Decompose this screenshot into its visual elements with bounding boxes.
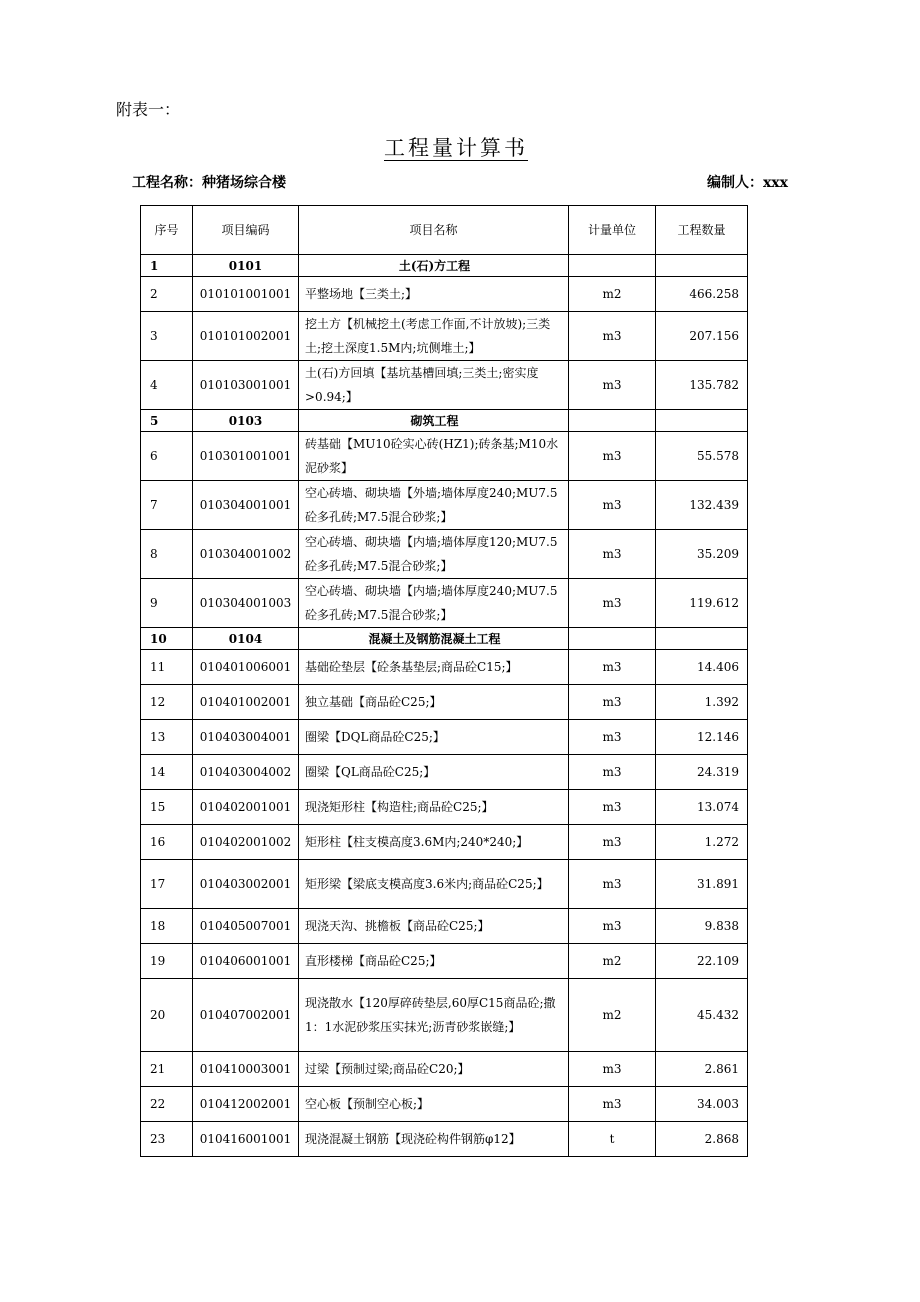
item-code-cell: 010402001002 (193, 825, 299, 860)
row-number-cell: 21 (141, 1052, 193, 1087)
unit-cell: m3 (569, 790, 656, 825)
quantity-cell: 119.612 (656, 579, 748, 628)
unit-cell: m3 (569, 1087, 656, 1122)
item-code-cell: 010101001001 (193, 277, 299, 312)
header-cell-no: 序号 (141, 206, 193, 255)
item-name-cell: 混凝土及钢筋混凝土工程 (299, 628, 569, 650)
unit-cell: m3 (569, 1052, 656, 1087)
unit-cell: m3 (569, 720, 656, 755)
unit-cell: m3 (569, 312, 656, 361)
quantity-cell: 135.782 (656, 361, 748, 410)
unit-cell: m3 (569, 481, 656, 530)
quantity-cell: 35.209 (656, 530, 748, 579)
row-number-cell: 13 (141, 720, 193, 755)
item-name-cell: 现浇天沟、挑檐板【商品砼C25;】 (299, 909, 569, 944)
row-number-cell: 5 (141, 410, 193, 432)
table-row (141, 790, 748, 825)
unit-cell (569, 628, 656, 650)
unit-cell (569, 410, 656, 432)
table-row (141, 944, 748, 979)
row-number-cell: 19 (141, 944, 193, 979)
quantity-cell: 2.861 (656, 1052, 748, 1087)
author-name: xxx (762, 175, 788, 191)
item-code-cell: 0101 (193, 255, 299, 277)
row-number-cell: 17 (141, 860, 193, 909)
quantity-cell: 13.074 (656, 790, 748, 825)
document-title (0, 132, 912, 162)
unit-cell: m3 (569, 909, 656, 944)
section-row (141, 410, 748, 432)
unit-cell: m3 (569, 432, 656, 481)
quantity-cell: 2.868 (656, 1122, 748, 1157)
item-name-cell: 空心板【预制空心板;】 (299, 1087, 569, 1122)
item-code-cell: 010304001001 (193, 481, 299, 530)
quantity-cell: 1.272 (656, 825, 748, 860)
section-row (141, 255, 748, 277)
item-code-cell: 010402001001 (193, 790, 299, 825)
item-code-cell: 0104 (193, 628, 299, 650)
item-code-cell: 010406001001 (193, 944, 299, 979)
item-name-cell: 空心砖墙、砌块墙【内墙;墙体厚度240;MU7.5砼多孔砖;M7.5混合砂浆;】 (299, 579, 569, 628)
row-number-cell: 14 (141, 755, 193, 790)
quantity-cell: 207.156 (656, 312, 748, 361)
quantity-table (140, 205, 748, 1157)
unit-cell: m3 (569, 579, 656, 628)
item-code-cell: 010304001002 (193, 530, 299, 579)
row-number-cell: 4 (141, 361, 193, 410)
row-number-cell: 23 (141, 1122, 193, 1157)
item-code-cell: 010401006001 (193, 650, 299, 685)
quantity-cell: 22.109 (656, 944, 748, 979)
table-row (141, 1122, 748, 1157)
item-code-cell: 010101002001 (193, 312, 299, 361)
table-row (141, 1087, 748, 1122)
item-name-cell: 现浇混凝土钢筋【现浇砼构件钢筋φ12】 (299, 1122, 569, 1157)
item-code-cell: 010405007001 (193, 909, 299, 944)
table-row (141, 530, 748, 579)
table-row (141, 361, 748, 410)
row-number-cell: 8 (141, 530, 193, 579)
quantity-cell (656, 410, 748, 432)
item-name-cell: 平整场地【三类土;】 (299, 277, 569, 312)
row-number-cell: 20 (141, 979, 193, 1052)
unit-cell: m2 (569, 277, 656, 312)
row-number-cell: 2 (141, 277, 193, 312)
row-number-cell: 3 (141, 312, 193, 361)
table-row (141, 481, 748, 530)
unit-cell: m3 (569, 530, 656, 579)
quantity-cell (656, 628, 748, 650)
quantity-cell: 466.258 (656, 277, 748, 312)
table-row (141, 432, 748, 481)
author-info (707, 172, 788, 192)
item-name-cell: 独立基础【商品砼C25;】 (299, 685, 569, 720)
table-row (141, 755, 748, 790)
quantity-cell: 132.439 (656, 481, 748, 530)
row-number-cell: 10 (141, 628, 193, 650)
item-name-cell: 矩形梁【梁底支模高度3.6米内;商品砼C25;】 (299, 860, 569, 909)
item-name-cell: 砖基础【MU10砼实心砖(HZ1);砖条基;M10水泥砂浆】 (299, 432, 569, 481)
item-name-cell: 矩形柱【柱支模高度3.6M内;240*240;】 (299, 825, 569, 860)
item-name-cell: 土(石)方回填【基坑基槽回填;三类土;密实度>0.94;】 (299, 361, 569, 410)
quantity-cell: 1.392 (656, 685, 748, 720)
table-row (141, 720, 748, 755)
project-info (132, 172, 286, 192)
table-row (141, 1052, 748, 1087)
unit-cell: m3 (569, 361, 656, 410)
row-number-cell: 11 (141, 650, 193, 685)
row-number-cell: 15 (141, 790, 193, 825)
item-code-cell: 010403004001 (193, 720, 299, 755)
item-code-cell: 010403002001 (193, 860, 299, 909)
item-code-cell: 010410003001 (193, 1052, 299, 1087)
row-number-cell: 12 (141, 685, 193, 720)
row-number-cell: 16 (141, 825, 193, 860)
table-header-row (141, 206, 748, 255)
quantity-cell: 34.003 (656, 1087, 748, 1122)
item-code-cell: 010301001001 (193, 432, 299, 481)
table-row (141, 685, 748, 720)
item-code-cell: 010416001001 (193, 1122, 299, 1157)
item-name-cell: 圈梁【DQL商品砼C25;】 (299, 720, 569, 755)
item-code-cell: 010403004002 (193, 755, 299, 790)
row-number-cell: 22 (141, 1087, 193, 1122)
item-name-cell: 土(石)方工程 (299, 255, 569, 277)
table-row (141, 979, 748, 1052)
unit-cell: m2 (569, 944, 656, 979)
item-code-cell: 010103001001 (193, 361, 299, 410)
project-label: 工程名称： (132, 175, 202, 191)
project-name: 种猪场综合楼 (202, 175, 286, 191)
item-code-cell: 010304001003 (193, 579, 299, 628)
header-cell-code: 项目编码 (193, 206, 299, 255)
unit-cell: m3 (569, 685, 656, 720)
item-code-cell: 010407002001 (193, 979, 299, 1052)
item-code-cell: 0103 (193, 410, 299, 432)
section-row (141, 628, 748, 650)
unit-cell: m3 (569, 860, 656, 909)
row-number-cell: 18 (141, 909, 193, 944)
unit-cell: m3 (569, 650, 656, 685)
unit-cell: m2 (569, 979, 656, 1052)
item-name-cell: 过梁【预制过梁;商品砼C20;】 (299, 1052, 569, 1087)
item-name-cell: 空心砖墙、砌块墙【内墙;墙体厚度120;MU7.5砼多孔砖;M7.5混合砂浆;】 (299, 530, 569, 579)
unit-cell: m3 (569, 825, 656, 860)
row-number-cell: 1 (141, 255, 193, 277)
item-code-cell: 010401002001 (193, 685, 299, 720)
table-row (141, 650, 748, 685)
item-name-cell: 空心砖墙、砌块墙【外墙;墙体厚度240;MU7.5砼多孔砖;M7.5混合砂浆;】 (299, 481, 569, 530)
item-name-cell: 现浇矩形柱【构造柱;商品砼C25;】 (299, 790, 569, 825)
document-title-text: 工程量计算书 (384, 136, 528, 160)
item-name-cell: 基础砼垫层【砼条基垫层;商品砼C15;】 (299, 650, 569, 685)
table-row (141, 825, 748, 860)
header-cell-name: 项目名称 (299, 206, 569, 255)
quantity-cell: 14.406 (656, 650, 748, 685)
table-row (141, 860, 748, 909)
item-name-cell: 直形楼梯【商品砼C25;】 (299, 944, 569, 979)
quantity-table-body (141, 206, 748, 1157)
unit-cell: t (569, 1122, 656, 1157)
item-name-cell: 砌筑工程 (299, 410, 569, 432)
item-name-cell: 圈梁【QL商品砼C25;】 (299, 755, 569, 790)
quantity-cell: 12.146 (656, 720, 748, 755)
quantity-cell: 55.578 (656, 432, 748, 481)
quantity-cell: 9.838 (656, 909, 748, 944)
row-number-cell: 7 (141, 481, 193, 530)
row-number-cell: 9 (141, 579, 193, 628)
table-row (141, 312, 748, 361)
header-cell-qty: 工程数量 (656, 206, 748, 255)
unit-cell: m3 (569, 755, 656, 790)
table-row (141, 579, 748, 628)
unit-cell (569, 255, 656, 277)
item-code-cell: 010412002001 (193, 1087, 299, 1122)
table-row (141, 909, 748, 944)
item-name-cell: 挖土方【机械挖土(考虑工作面,不计放坡);三类土;挖土深度1.5M内;坑侧堆土;】 (299, 312, 569, 361)
author-label: 编制人： (706, 175, 763, 191)
row-number-cell: 6 (141, 432, 193, 481)
quantity-cell (656, 255, 748, 277)
quantity-cell: 24.319 (656, 755, 748, 790)
quantity-cell: 45.432 (656, 979, 748, 1052)
item-name-cell: 现浇散水【120厚碎砖垫层,60厚C15商品砼;撒1：1水泥砂浆压实抹光;沥青砂浆嵌缝;】 (299, 979, 569, 1052)
appendix-label: 附表一： (116, 100, 181, 119)
quantity-cell: 31.891 (656, 860, 748, 909)
table-row (141, 277, 748, 312)
header-cell-unit: 计量单位 (569, 206, 656, 255)
